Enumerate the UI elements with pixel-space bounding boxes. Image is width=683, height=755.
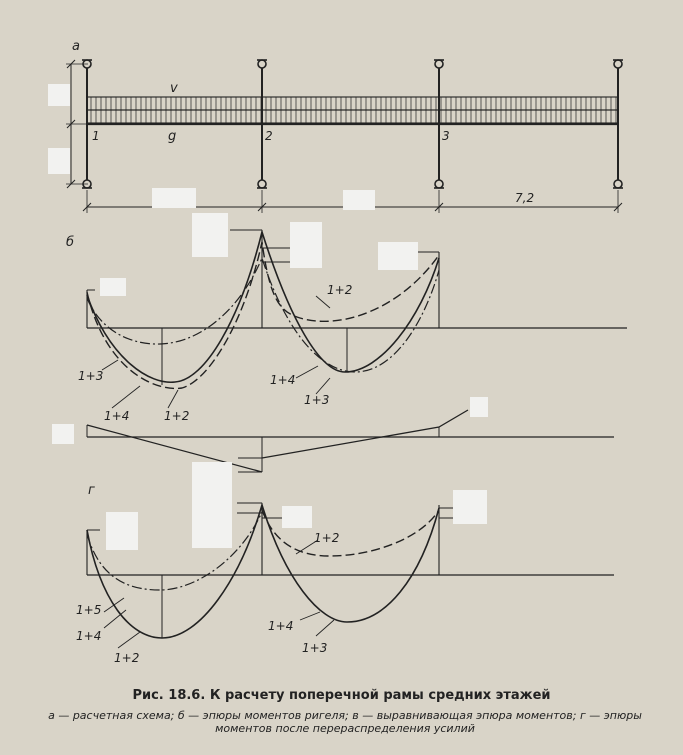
curve-label-b-1-3-right: 1+3 xyxy=(304,393,330,407)
curve-1-3-b xyxy=(87,258,439,372)
curve-1-4-g xyxy=(87,505,439,638)
levelling-line xyxy=(87,410,468,472)
curve-label-g-1-3-right: 1+3 xyxy=(302,641,328,655)
panel-label-g: г xyxy=(88,483,95,498)
dead-load-band xyxy=(87,110,618,123)
moment-diagrams-b xyxy=(87,230,627,408)
node-label-2: 2 xyxy=(265,129,273,143)
panel-label-b: б xyxy=(66,235,75,250)
live-load-band xyxy=(87,97,618,110)
curve-label-g-1-2: 1+2 xyxy=(314,531,340,545)
figure-caption-title: Рис. 18.6. К расчету поперечной рамы средних этажей xyxy=(132,688,551,703)
node-label-3: 3 xyxy=(442,129,450,143)
curve-label-b-1-4-left: 1+4 xyxy=(104,409,130,423)
curve-label-g-1-5: 1+5 xyxy=(76,603,102,617)
dead-load-label: g xyxy=(168,129,177,144)
node-label-1: 1 xyxy=(92,129,100,143)
curve-label-g-1-4-right: 1+4 xyxy=(268,619,294,633)
curve-label-b-1-2: 1+2 xyxy=(327,283,353,297)
figure-caption-description: а — расчетная схема; б — эпюры моментов ригеля; в — выравнивающая эпюра моментов; г — эпюры моментов после перераспределения усилий xyxy=(48,709,642,735)
curve-label-g-1-2-left: 1+2 xyxy=(114,651,140,665)
panel-label-a: а xyxy=(72,39,80,54)
span-length-label: 7,2 xyxy=(515,191,535,205)
live-load-label: v xyxy=(170,81,178,96)
blank-patches xyxy=(48,84,488,550)
curve-label-b-1-4-right: 1+4 xyxy=(270,373,296,387)
moment-diagrams-g xyxy=(87,503,614,648)
curve-label-b-1-2-left: 1+2 xyxy=(164,409,190,423)
curve-label-b-1-3-left: 1+3 xyxy=(78,369,104,383)
curve-label-g-1-4-left: 1+4 xyxy=(76,629,102,643)
